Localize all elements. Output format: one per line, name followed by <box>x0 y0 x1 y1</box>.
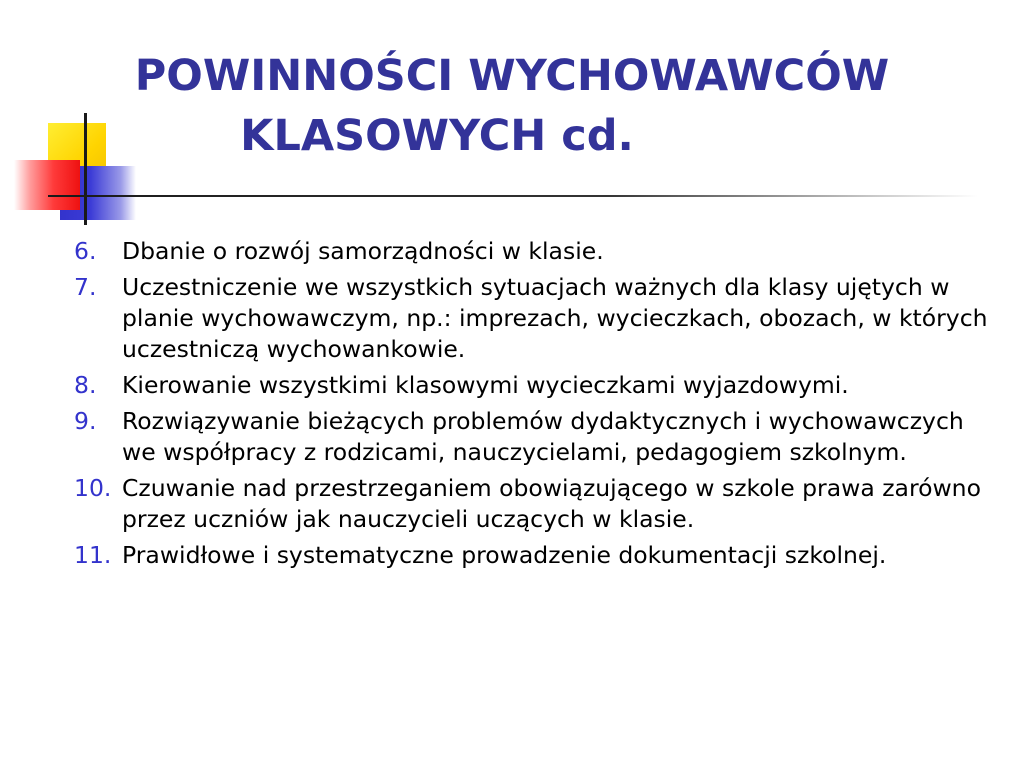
item-number: 10. <box>74 474 112 502</box>
list-item <box>74 272 1004 365</box>
list-item <box>74 370 1004 401</box>
item-text: Prawidłowe i systematyczne prowadzenie dokumentacji szkolnej. <box>122 541 887 569</box>
item-number: 8. <box>74 371 97 399</box>
item-number: 9. <box>74 407 97 435</box>
red-square-decoration <box>14 160 80 210</box>
item-text: Kierowanie wszystkimi klasowymi wycieczkami wyjazdowymi. <box>122 371 849 399</box>
title-line-1: POWINNOŚCI WYCHOWAWCÓW <box>134 51 890 101</box>
item-number: 11. <box>74 541 112 569</box>
title-underline <box>48 195 978 197</box>
item-text: Czuwanie nad przestrzeganiem obowiązującego w szkole prawa zarówno przez uczniów jak nauczycieli uczących w klasie. <box>122 474 981 533</box>
list-item <box>74 540 1004 571</box>
list-item <box>74 406 1004 468</box>
list-item <box>74 473 1004 535</box>
slide-title <box>0 46 1024 166</box>
item-number: 7. <box>74 273 97 301</box>
item-text: Dbanie o rozwój samorządności w klasie. <box>122 237 604 265</box>
title-line-2: KLASOWYCH cd. <box>240 111 634 161</box>
list-item <box>74 236 1004 267</box>
duties-list <box>74 236 1004 576</box>
item-text: Rozwiązywanie bieżących problemów dydaktycznych i wychowawczych we współpracy z rodzicami, nauczycielami, pedagogiem szkolnym. <box>122 407 964 466</box>
item-number: 6. <box>74 237 97 265</box>
item-text: Uczestniczenie we wszystkich sytuacjach ważnych dla klasy ujętych w planie wychowawczym, np.: imprezach, wycieczkach, obozach, w których uczestniczą wychowankowie. <box>122 273 988 363</box>
